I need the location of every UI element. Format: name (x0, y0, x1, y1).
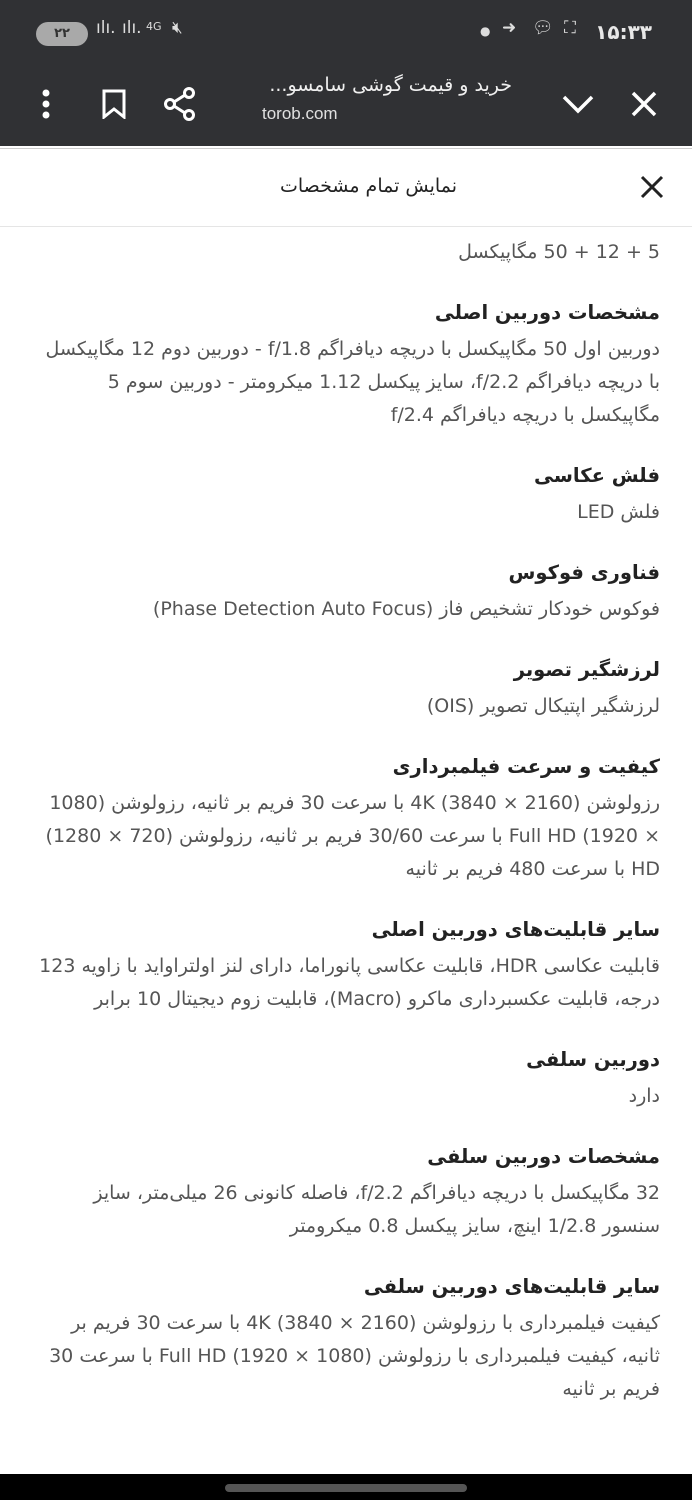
spec-value: 5 + 12 + 50 مگاپیکسل (458, 241, 660, 263)
spec-label: فلش عکاسی (534, 464, 660, 487)
spec-label: فناوری فوکوس (508, 561, 660, 584)
network-type: 4G (146, 20, 162, 33)
spec-label: مشخصات دوربین سلفی (427, 1145, 660, 1168)
page-url: torob.com (262, 104, 338, 123)
spec-value: دوربین اول 50 مگاپیکسل با دریچه دیافراگم f/1.8 - دوربین دوم 12 مگاپیکسل با دریچه دیافراگم f/2.2، سایز پیکسل 1.12 میکرومتر - دوربین سوم 5 مگاپیکسل با دریچه دیافراگم f/2.4 (45, 338, 660, 426)
close-sheet-button[interactable] (634, 169, 670, 205)
chat-icon: 💬︎ (532, 18, 554, 38)
spec-item (32, 1137, 660, 1243)
spec-label: لرزشگیر تصویر (513, 658, 660, 681)
spec-label: دوربین سلفی (526, 1048, 660, 1071)
spec-item (32, 1040, 660, 1113)
clock: ۱۵:۳۳ (595, 20, 652, 44)
signal-icon: ılı. (122, 18, 142, 38)
spec-value: رزولوشن (2160 × 3840) 4K با سرعت 30 فریم بر ثانیه، رزولوشن (1080 × 1920) Full HD با سرعت 30/60 فریم بر ثانیه، رزولوشن (720 × 1280) HD با سرعت 480 فریم بر ثانیه (45, 792, 660, 880)
spec-item (32, 747, 660, 886)
spec-item (32, 293, 660, 432)
spec-value: فلش LED (577, 501, 660, 523)
spec-value: 32 مگاپیکسل با دریچه دیافراگم f/2.2، فاصله کانونی 26 میلی‌متر، سایز سنسور 1/2.8 اینچ، سایز پیکسل 0.8 میکرومتر (93, 1182, 660, 1237)
close-icon (640, 175, 664, 199)
spec-value: کیفیت فیلمبرداری با رزولوشن (2160 × 3840) 4K با سرعت 30 فریم بر ثانیه، کیفیت فیلمبرداری با رزولوشن (1080 × 1920) Full HD با سرعت 30 فریم بر ثانیه (49, 1312, 660, 1400)
dot-icon: ● (480, 24, 491, 38)
browser-toolbar (0, 66, 692, 146)
spec-value: دارد (628, 1085, 660, 1107)
screenshot-icon: ⛶ (564, 18, 576, 38)
spec-value: لرزشگیر اپتیکال تصویر (OIS) (426, 695, 660, 717)
sheet-title: نمایش تمام مشخصات (279, 175, 457, 197)
spec-item (32, 910, 660, 1016)
spec-label: سایر قابلیت‌های دوربین اصلی (371, 918, 660, 941)
spec-value: فوکوس خودکار تشخیص فاز (Phase Detection Auto Focus) (152, 598, 660, 620)
page-title: خرید و قیمت گوشی سامسو... (269, 74, 512, 96)
share-icon[interactable] (158, 82, 202, 126)
spec-value: قابلیت عکاسی HDR، قابلیت عکاسی پانوراما، دارای لنز اولتراواید با زاویه 123 درجه، قابلیت عکسبرداری ماکرو (Macro)، قابلیت زوم دیجیتال 10 برابر (39, 955, 660, 1010)
battery-indicator: ۲۲ (36, 22, 88, 46)
system-nav-bar (0, 1474, 692, 1500)
spec-label: سایر قابلیت‌های دوربین سلفی (363, 1275, 660, 1298)
signal-icon: ılı. (96, 18, 116, 38)
more-menu-icon[interactable] (24, 82, 68, 126)
close-icon[interactable] (622, 82, 666, 126)
home-gesture-handle[interactable] (225, 1484, 467, 1492)
spec-item (32, 456, 660, 529)
mute-icon: 🔇︎ (172, 18, 183, 38)
spec-label: مشخصات دوربین اصلی (434, 301, 660, 324)
spec-item (32, 1267, 660, 1406)
status-bar (0, 0, 692, 66)
sheet-header (0, 148, 692, 227)
spec-label: کیفیت و سرعت فیلمبرداری (392, 755, 660, 778)
specs-list (32, 236, 660, 1406)
forward-message-icon: ➜ (502, 18, 517, 38)
chevron-down-icon[interactable] (556, 82, 600, 126)
spec-item (32, 553, 660, 626)
spec-item (32, 650, 660, 723)
bookmark-icon[interactable] (92, 82, 136, 126)
